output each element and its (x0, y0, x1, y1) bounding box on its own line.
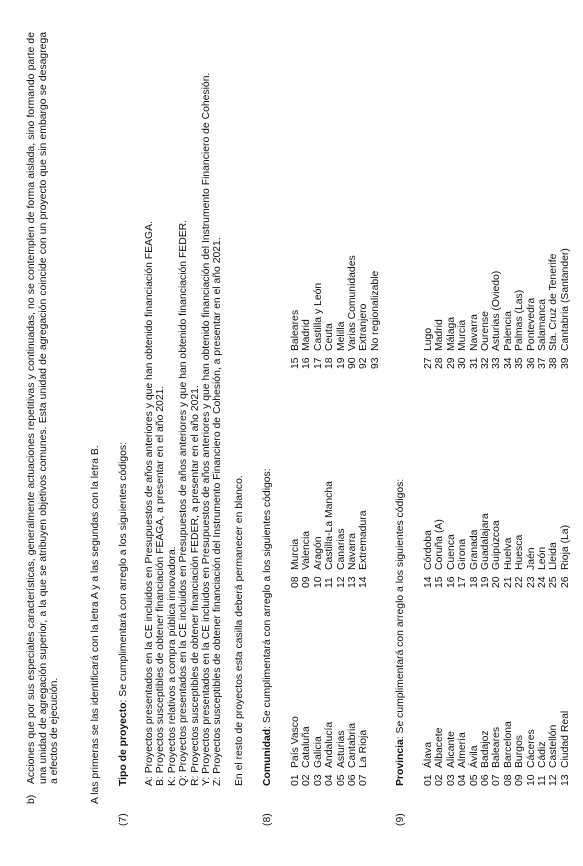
community-code-row (324, 716, 335, 786)
community-code-row (358, 255, 369, 369)
province-name: Guadalajara (479, 513, 491, 570)
section-8-column-3 (290, 255, 381, 369)
province-code-row (434, 711, 445, 786)
para-b-marker: b) (26, 794, 37, 804)
section-8-heading: Comunidad (262, 728, 273, 786)
province-code-row (526, 513, 537, 588)
province-code-row (537, 513, 548, 588)
province-code: 05 (468, 774, 480, 786)
province-code-row (537, 248, 548, 369)
province-code: 18 (468, 576, 480, 588)
community-code-row (290, 255, 301, 369)
community-code-row (290, 716, 301, 786)
province-code-row (469, 248, 480, 369)
community-code: 02 (301, 774, 313, 786)
community-code-row (336, 716, 347, 786)
section-9-intro: : Se cumplimentará con arreglo a los siguientes códigos: (395, 478, 406, 740)
province-code: 35 (514, 357, 526, 369)
province-name: Córdoba (423, 530, 434, 570)
community-code-row (358, 716, 369, 786)
province-name: Pontevedra (525, 297, 537, 351)
province-name: Ciudad Real (559, 710, 571, 768)
province-code: 03 (445, 774, 457, 786)
province-code-row (548, 513, 559, 588)
province-code: 08 (502, 774, 514, 786)
section-9-column-1 (423, 711, 571, 786)
province-code: 24 (536, 576, 548, 588)
province-code: 31 (468, 357, 480, 369)
community-code: 15 (290, 357, 301, 369)
province-code: 11 (536, 775, 548, 786)
province-code: 19 (479, 576, 491, 588)
province-code: 20 (491, 576, 503, 588)
community-code: 04 (324, 774, 336, 786)
province-code-row (503, 711, 514, 786)
province-name: Ourense (479, 311, 491, 351)
province-code-row (480, 711, 491, 786)
province-name: Burgos (514, 735, 526, 768)
province-name: Girona (457, 538, 469, 570)
community-name: Madrid (301, 319, 313, 351)
province-code-row (537, 711, 548, 786)
section-8-number: (8) (262, 813, 273, 826)
province-name: Huesca (514, 534, 526, 570)
province-name: Almería (457, 732, 469, 768)
project-type-code: K: Proyectos relativos a compra pública innovadora. (166, 546, 178, 786)
community-name: Extranjero (358, 303, 370, 351)
province-name: Huelva (502, 537, 514, 570)
community-name: Baleares (290, 309, 301, 351)
community-code: 06 (346, 774, 358, 786)
province-code-row (423, 248, 434, 369)
identify-note: A las primeras se las identificará con la letra A y a las segundas con la letra B. (90, 445, 101, 804)
province-name: Salamanca (536, 299, 548, 351)
province-name: León (536, 546, 548, 570)
section-9-column-2 (423, 513, 571, 588)
province-code: 30 (457, 357, 469, 369)
province-name: Cuenca (445, 534, 457, 570)
section-9-heading: Provincia (395, 739, 406, 786)
community-code: 12 (335, 576, 347, 588)
community-name: Ceuta (324, 323, 336, 351)
province-name: Álava (423, 742, 434, 768)
community-name: Canarias (335, 528, 347, 570)
province-name: Palencia (502, 311, 514, 351)
province-name: Ávila (468, 745, 480, 768)
community-code: 01 (290, 774, 301, 786)
section-8-intro: : Se cumplimentará con arreglo a los siguientes códigos: (262, 468, 273, 729)
community-name: Murcia (290, 538, 301, 570)
community-name: Galicia (312, 736, 324, 768)
province-name: Madrid (434, 319, 446, 351)
province-code-row (434, 248, 445, 369)
community-code: 07 (358, 774, 370, 786)
province-code-row (434, 513, 445, 588)
province-code-row (526, 711, 537, 786)
province-code: 28 (434, 357, 446, 369)
community-name: Castilla-La Mancha (324, 481, 336, 570)
community-code: 90 (346, 357, 358, 369)
community-code-row (347, 481, 358, 588)
province-code: 09 (514, 774, 526, 786)
province-name: Málaga (445, 316, 457, 351)
province-code: 04 (457, 774, 469, 786)
community-name: Aragón (312, 536, 324, 570)
province-code-row (503, 513, 514, 588)
province-code: 21 (502, 576, 514, 588)
province-code: 29 (445, 357, 457, 369)
province-code-row (560, 711, 571, 786)
province-code-row (457, 513, 468, 588)
province-code-row (423, 513, 434, 588)
section-7-code-list (144, 73, 224, 786)
project-type-code: A: Proyectos presentados en la CE incluidos en Presupuestos de años anteriores y que han obtenido financiación FEAGA. (144, 221, 155, 786)
section-9-number: (9) (395, 813, 406, 826)
province-code: 27 (423, 357, 434, 369)
province-code-row (491, 248, 502, 369)
community-name: Cataluña (301, 726, 313, 768)
province-code: 32 (479, 357, 491, 369)
community-name: Asturias (335, 730, 347, 768)
section-7-intro: : Se cumplimentará con arreglo a los siguientes códigos: (118, 441, 129, 703)
community-code: 18 (324, 357, 336, 369)
section-8-column-1 (290, 716, 370, 786)
province-code: 12 (548, 774, 560, 786)
province-code: 36 (525, 357, 537, 369)
province-code-row (503, 248, 514, 369)
province-name: Jaén (525, 547, 537, 570)
community-code: 03 (312, 774, 324, 786)
province-name: Alicante (445, 731, 457, 768)
province-code: 15 (434, 576, 446, 588)
community-code-row (313, 481, 324, 588)
project-type-code: Z: Proyectos susceptibles de obtener financiación del Instrumento Financiero de Cohesión, a presentar en el año 2021. (212, 237, 224, 786)
province-name: Asturias (Oviedo) (491, 270, 503, 351)
province-code-row (548, 248, 559, 369)
province-code-row (480, 248, 491, 369)
community-code-row (347, 716, 358, 786)
province-name: Palmas (Las) (514, 289, 526, 351)
province-name: Granada (468, 529, 480, 570)
province-name: Cáceres (525, 729, 537, 768)
province-code-row (560, 513, 571, 588)
community-code-row (358, 481, 369, 588)
province-name: Badajoz (479, 730, 491, 768)
province-code: 26 (559, 576, 571, 588)
province-code-row (514, 711, 525, 786)
province-code: 10 (525, 774, 537, 786)
province-code: 17 (457, 576, 469, 588)
community-code-row (370, 255, 381, 369)
province-code-row (469, 711, 480, 786)
community-code: 05 (335, 774, 347, 786)
province-code-row (457, 248, 468, 369)
community-code-row (301, 255, 312, 369)
section-7-blank-note: En el resto de proyectos esta casilla deberá permanecer en blanco. (234, 475, 245, 786)
province-code-row (457, 711, 468, 786)
province-name: Barcelona (502, 721, 514, 768)
province-code: 34 (502, 357, 514, 369)
community-name: Extremadura (358, 510, 370, 570)
province-name: Rioja (La) (559, 524, 571, 570)
community-code: 19 (335, 357, 347, 369)
province-name: Navarra (468, 314, 480, 351)
community-code-row (336, 481, 347, 588)
province-name: Albacete (434, 727, 446, 768)
project-type-code: Q: Proyectos presentados en la CE incluidos en Presupuestos de años anteriores y que han obtenido financiación FEDER. (178, 219, 190, 786)
province-name: Cantabria (Santander) (559, 248, 571, 351)
community-name: Cantabria (346, 722, 358, 768)
project-type-code: R: Proyectos susceptibles de obtener financiación FEDER, a presentar en el año 2021. (189, 385, 201, 786)
community-name: Navarra (346, 533, 358, 570)
section-9-column-3 (423, 248, 571, 369)
community-code: 17 (312, 357, 324, 369)
community-code-row (301, 716, 312, 786)
community-name: Varias Comunidades (346, 255, 358, 351)
province-code-row (446, 513, 457, 588)
community-name: La Rioja (358, 729, 370, 768)
community-code-row (313, 255, 324, 369)
section-8-column-2 (290, 481, 370, 588)
province-name: Baleares (491, 726, 503, 768)
province-name: Guipúzcoa (491, 520, 503, 570)
province-code: 38 (548, 357, 560, 369)
province-code-row (491, 711, 502, 786)
province-code: 22 (514, 576, 526, 588)
province-code-row (491, 513, 502, 588)
province-name: Murcia (457, 319, 469, 351)
community-code-row (347, 255, 358, 369)
community-code: 92 (358, 357, 370, 369)
province-name: Sta. Cruz de Tenerife (548, 253, 560, 351)
province-name: Coruña (A) (434, 519, 446, 570)
province-code-row (548, 711, 559, 786)
community-code-row (301, 481, 312, 588)
province-code-row (480, 513, 491, 588)
project-type-code: Y: Proyectos presentados en la CE incluidos en Presupuestos de años anteriores y que han obtenido financiación del Instrumento Financiero de Cohesión. (200, 72, 212, 786)
community-name: No regionalizable (369, 270, 381, 351)
province-code: 37 (536, 357, 548, 369)
province-code-row (446, 711, 457, 786)
community-code: 11 (324, 577, 336, 588)
province-code: 02 (434, 774, 446, 786)
community-code-row (290, 481, 301, 588)
section-7-heading-line (118, 442, 130, 786)
community-name: País Vasco (290, 716, 301, 768)
province-code: 13 (559, 774, 571, 786)
community-name: Andalucía (324, 721, 336, 768)
province-code: 25 (548, 576, 560, 588)
province-code: 16 (445, 576, 457, 588)
community-code-row (324, 481, 335, 588)
province-name: Castellón (548, 724, 560, 768)
community-code: 13 (346, 576, 358, 588)
province-code: 39 (559, 357, 571, 369)
community-code: 10 (312, 576, 324, 588)
province-code: 14 (423, 576, 434, 588)
section-8-heading-line (262, 468, 274, 786)
province-code: 01 (423, 774, 434, 786)
community-name: Castilla y León (312, 282, 324, 351)
province-code-row (423, 711, 434, 786)
section-9-heading-line (395, 479, 407, 786)
province-name: Lugo (423, 327, 434, 351)
community-code: 16 (301, 357, 313, 369)
province-code: 23 (525, 576, 537, 588)
province-code: 06 (479, 774, 491, 786)
province-code-row (526, 248, 537, 369)
community-code: 93 (369, 357, 381, 369)
province-code: 07 (491, 774, 503, 786)
community-code: 09 (301, 576, 313, 588)
section-7-number: (7) (118, 813, 129, 826)
province-code-row (514, 248, 525, 369)
province-name: Lleida (548, 542, 560, 570)
community-name: Valencia (301, 530, 313, 570)
project-type-code: B: Proyectos susceptibles de obtener financiación FEAGA, a presentar en el año 2021. (155, 385, 167, 786)
community-code-row (336, 255, 347, 369)
province-name: Cádiz (536, 741, 548, 768)
para-b-text: Acciones que por sus especiales características, generalmente actuaciones repetitivas y continuadas, no se contemplen de forma aislada, sino formando parte de una unidad de agregación superior, a la que se atribuyen objetivos comunes. Esta unidad de agregación coincide con un proyecto que sin embargo se desagrega a efectos de ejecución. (26, 32, 61, 784)
province-code-row (446, 248, 457, 369)
community-code: 14 (358, 576, 370, 588)
community-code-row (313, 716, 324, 786)
province-code: 33 (491, 357, 503, 369)
community-code: 08 (290, 576, 301, 588)
province-code-row (469, 513, 480, 588)
section-7-heading: Tipo de proyecto (118, 702, 129, 786)
province-code-row (514, 513, 525, 588)
community-code-row (324, 255, 335, 369)
community-name: Melilla (335, 321, 347, 351)
province-code-row (560, 248, 571, 369)
